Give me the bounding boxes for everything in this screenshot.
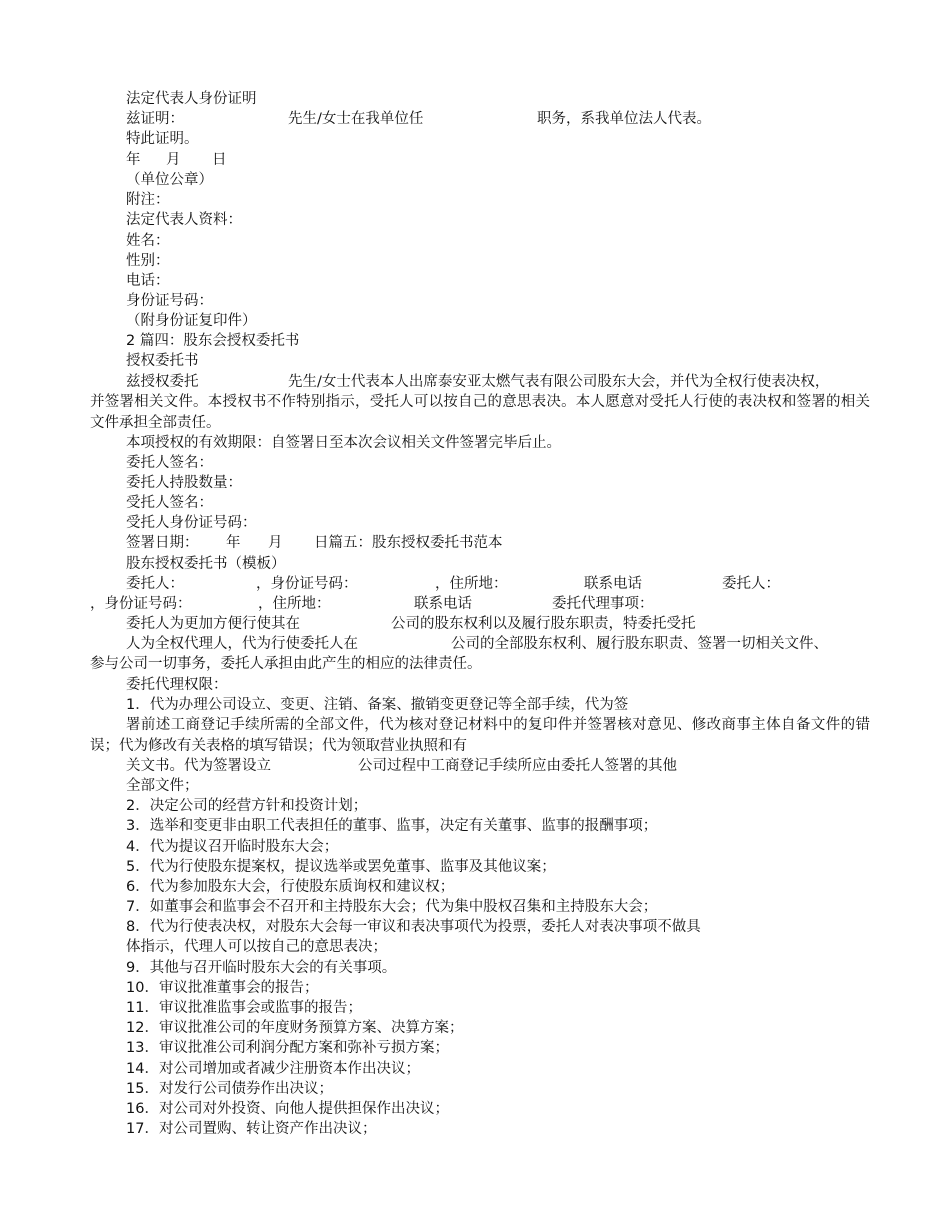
- part5-item12: 12．审议批准公司的年度财务预算方案、决算方案；: [126, 1020, 464, 1036]
- cert-date-month: 月: [166, 152, 181, 168]
- part5-item8-cont: 体指示，代理人可以按自己的意思表决；: [126, 939, 387, 955]
- cert-special: 特此证明。: [126, 131, 199, 147]
- part5-r2-matters: 委托代理事项：: [552, 596, 654, 612]
- cert-line1: [126, 109, 826, 129]
- cert-date-day: 日: [212, 152, 227, 168]
- part5-item13: 13．审议批准公司利润分配方案和弥补亏损方案；: [126, 1040, 449, 1056]
- part4-title: 授权委托书: [126, 353, 199, 369]
- cert-date-year: 年: [126, 152, 141, 168]
- part5-item15: 15．对发行公司债券作出决议；: [126, 1081, 333, 1097]
- part4-sign-date-year: 年: [226, 535, 241, 551]
- part5-r4-b: 公司的全部股东权利、履行股东职责、签署一切相关文件、: [451, 636, 828, 652]
- part5-item17: 17．对公司置购、转让资产作出决议；: [126, 1121, 377, 1137]
- part5-item2: 2．决定公司的经营方针和投资计划；: [126, 798, 368, 814]
- cert-attach: （附身份证复印件）: [126, 313, 257, 329]
- part5-item6: 6．代为参加股东大会，行使股东质询权和建议权；: [126, 879, 455, 895]
- part5-row3: [126, 614, 826, 634]
- part5-item1-cont: 署前述工商登记手续所需的全部文件，代为核对登记材料中的复印件并签署核对意见、修改商事主体自备文件的错误；代为修改有关表格的填写错误；代为领取营业执照和有: [90, 717, 870, 754]
- part5-item5: 5．代为行使股东提案权，提议选举或罢免董事、监事及其他议案；: [126, 859, 556, 875]
- part4-agent-id: 受托人身份证号码：: [126, 515, 257, 531]
- cert-info-title: 法定代表人资料：: [126, 212, 242, 228]
- cert-date: [126, 150, 326, 170]
- cert-note: 附注：: [126, 192, 170, 208]
- part5-item1-c2: [126, 756, 776, 776]
- part4-para1-a: 兹授权委托: [126, 374, 199, 390]
- part5-item16: 16．对公司对外投资、向他人提供担保作出决议；: [126, 1101, 449, 1117]
- part5-item1: 1．代为办理公司设立、变更、注销、备案、撤销变更登记等全部手续，代为签: [126, 697, 629, 713]
- cert-line1-c: 职务，系我单位法人代表。: [537, 111, 711, 127]
- cert-idno: 身份证号码：: [126, 293, 213, 309]
- part4-principal-shares: 委托人持股数量：: [126, 475, 242, 491]
- part4-validity: 本项授权的有效期限：自签署日至本次会议相关文件签署完毕后止。: [126, 435, 561, 451]
- part5-item8: 8．代为行使表决权，对股东大会每一审议和表决事项代为投票，委托人对表决事项不做具: [126, 919, 701, 935]
- part4-para1-first: [126, 372, 886, 392]
- part5-r3-a: 委托人为更加方便行使其在: [126, 616, 300, 632]
- part5-r2-phone: 联系电话: [414, 596, 472, 612]
- cert-name: 姓名：: [126, 233, 170, 249]
- part4-sign-date-month: 月: [268, 535, 283, 551]
- part5-scope: 委托代理权限：: [126, 677, 228, 693]
- part5-item3: 3．选举和变更非由职工代表担任的董事、监事，决定有关董事、监事的报酬事项；: [126, 818, 658, 834]
- part5-item1-c2-a: 关文书。代为签署设立: [126, 758, 271, 774]
- part4-agent-sign: 受托人签名：: [126, 495, 213, 511]
- part4-principal-sign: 委托人签名：: [126, 455, 213, 471]
- part5-item1-c3: 全部文件；: [126, 778, 199, 794]
- part5-r1-phone: 联系电话: [584, 576, 642, 592]
- part4-sign-date-day-heading5: 日篇五：股东授权委托书范本: [314, 535, 503, 551]
- part5-title: 股东授权委托书（模板）: [126, 556, 286, 572]
- part5-r2-address: ，住所地：: [258, 596, 331, 612]
- part5-item10: 10．审议批准董事会的报告；: [126, 980, 319, 996]
- part5-item1-c2-b: 公司过程中工商登记手续所应由委托人签署的其他: [358, 758, 677, 774]
- cert-title: 法定代表人身份证明: [126, 91, 257, 107]
- part5-item11: 11．审议批准监事会或监事的报告；: [126, 1000, 362, 1016]
- cert-line1-b: 先生/女士在我单位任: [288, 111, 424, 127]
- part4-para1-b: 先生/女士代表本人出席泰安亚太燃气表有限公司股东大会，并代为全权行使表决权，: [288, 374, 830, 390]
- part5-r4-a: 人为全权代理人，代为行使委托人在: [126, 636, 358, 652]
- part5-row4: [126, 634, 856, 654]
- part5-r1-id: ，身份证号码：: [256, 576, 358, 592]
- part4-heading: 2 篇四：股东会授权委托书: [126, 333, 300, 349]
- part5-r1-address: ，住所地：: [435, 576, 508, 592]
- part5-item14: 14．对公司增加或者减少注册资本作出决议；: [126, 1061, 420, 1077]
- part4-sign-date-label: 签署日期：: [126, 535, 199, 551]
- part5-item9: 9．其他与召开临时股东大会的有关事项。: [126, 960, 397, 976]
- part5-row2: [90, 594, 850, 614]
- part5-row1: [126, 574, 886, 594]
- part5-r3-b: 公司的股东权利以及履行股东职责，特委托受托: [391, 616, 696, 632]
- part5-r1-principal2: 委托人：: [722, 576, 780, 592]
- part5-r1-principal: 委托人：: [126, 576, 184, 592]
- part5-r2-id: ，身份证号码：: [90, 596, 192, 612]
- part5-r4-rest: 参与公司一切事务，委托人承担由此产生的相应的法律责任。: [90, 656, 482, 672]
- part5-item7: 7．如董事会和监事会不召开和主持股东大会；代为集中股权召集和主持股东大会；: [126, 899, 658, 915]
- part4-para1-rest: 并签署相关文件。本授权书不作特别指示，受托人可以按自己的意思表决。本人愿意对受托人行使的表决权和签署的相关文件承担全部责任。: [90, 394, 870, 431]
- cert-seal: （单位公章）: [126, 172, 213, 188]
- part5-item4: 4．代为提议召开临时股东大会；: [126, 839, 339, 855]
- cert-line1-a: 兹证明：: [126, 111, 184, 127]
- part4-sign-date: [126, 533, 626, 553]
- cert-gender: 性别：: [126, 253, 170, 269]
- cert-phone: 电话：: [126, 273, 170, 289]
